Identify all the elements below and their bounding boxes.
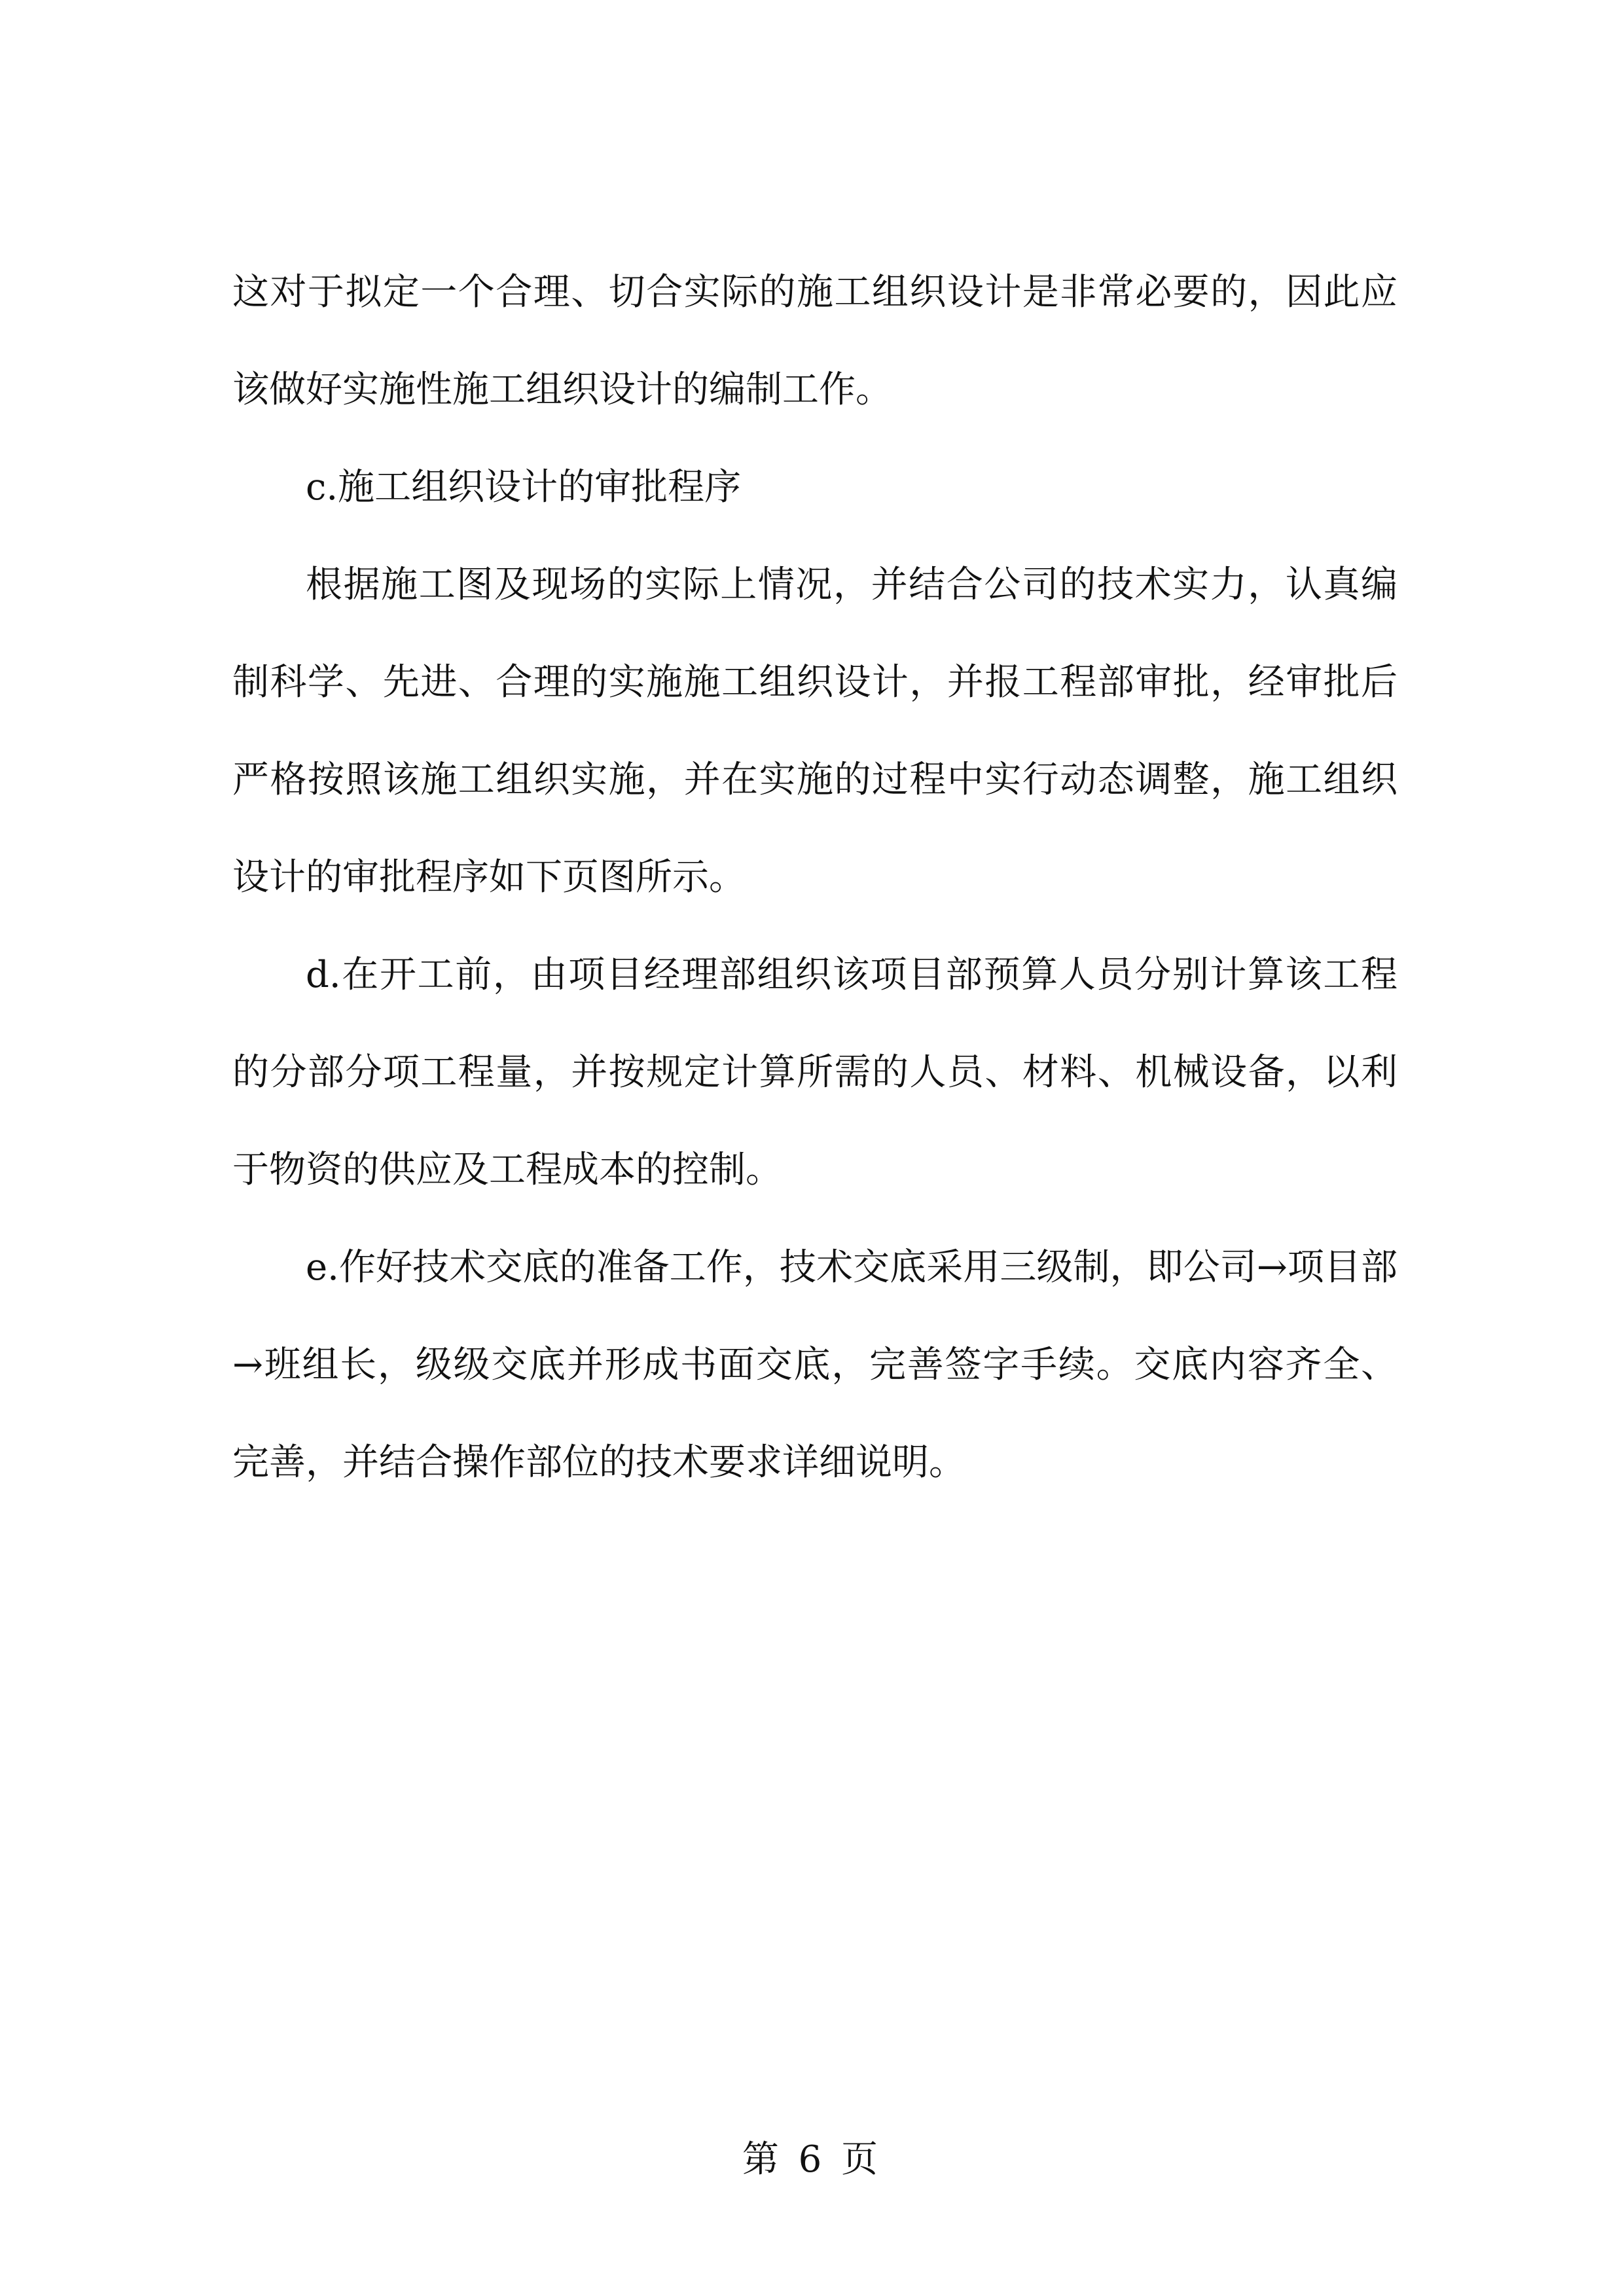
paragraph-approval: 根据施工图及现场的实际上情况，并结合公司的技术实力，认真编制科学、先进、合理的实施施工组织设计，并报工程部审批，经审批后严格按照该施工组织实施，并在实施的过程中实行动态调整，施工组织设计的审批程序如下页图所示。 — [232, 564, 1398, 899]
paragraph-item-e: e.作好技术交底的准备工作，技术交底采用三级制，即公司→项目部→班组长，级级交底并形成书面交底，完善签字手续。交底内容齐全、完善，并结合操作部位的技术要求详细说明。 — [232, 1246, 1398, 1484]
section-heading-c: c.施工组织设计的审批程序 — [306, 466, 742, 509]
paragraph-item-d: d.在开工前，由项目经理部组织该项目部预算人员分别计算该工程的分部分项工程量，并按规定计算所需的人员、材料、机械设备，以利于物资的供应及工程成本的控制。 — [232, 954, 1398, 1191]
page-number: 第 6 页 — [742, 2138, 882, 2181]
paragraph-continuation: 这对于拟定一个合理、切合实际的施工组织设计是非常必要的，因此应该做好实施性施工组织设计的编制工作。 — [232, 271, 1398, 411]
document-body — [232, 243, 1398, 1511]
